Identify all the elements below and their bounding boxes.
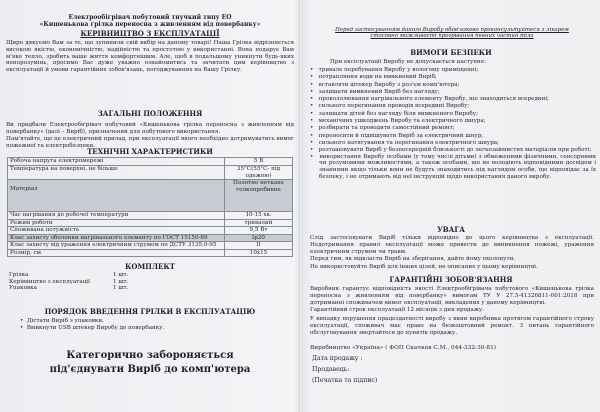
left-page: [4, 0, 296, 412]
list-item: • механічних ушкоджень Виробу та електричного шнура;: [310, 118, 486, 125]
list-item: • прокололювання нагрівального елементу Виробу, що знаходиться всередині;: [310, 96, 549, 103]
title-line-2: «Кишенькова грілка переносна з живленням від повербанку»: [39, 21, 261, 28]
manufacturer-line: Виробництво «Україна» ( ФОП Скачков С.М., 044-332-30-81): [310, 345, 497, 351]
general-heading: ЗАГАЛЬНІ ПОЛОЖЕННЯ: [97, 109, 203, 118]
attention-paragraph-1: Слід застосовувати Виріб тільки відповідно до цього керівництва з експлуатації. Недотримання правил експлуатації може привести до виникнення пожежі, ураження електричним струмом чи травм.: [310, 235, 594, 255]
intro-paragraph: Щиро дякуємо Вам за те, що зупинили свій вибір на даному товарі! Наша Грілка відрізняється високою якістю, економічністю, надійністю та простотою у використанні. Вона подарує Вам м'яке тепло, зробить ваше життя комфортнішим. Але, щоб в подальшому уникнути будь-яких непорозумінь, просимо Вас дуже уважно ознайомитись та зачитати цим керівництво з експлуатації й умови гарантійних зобов'язань, погоджуванних на Вашу Грілку.: [6, 40, 294, 74]
list-item: • залишати дітей без нагляду біля вимкненого Виробу;: [310, 110, 478, 117]
right-page: [306, 0, 596, 412]
seller-label: Продавець:: [312, 366, 350, 373]
table-row: Робоча напруга електромережі 5 В: [8, 158, 293, 166]
table-row: Клас захисту оболонки нагрівального елементу по ГОСТ 15150-69 Ip20: [8, 234, 293, 242]
table-row: Розмір, см 10x15: [8, 249, 293, 257]
warranty-paragraph-3: У випадку порушення працездатності виробу з вини виробника протягом гарантійного строку експлуатації, споживач має право на безкоштовний ремонт. З питань гарантійного обслуговування звертайтеся до пунктів продажу.: [310, 316, 594, 336]
table-row: Режим роботи тривалий: [8, 219, 293, 227]
table-row: Температура на поверхні, не більше 35°С(55°С- під одежою): [8, 166, 293, 180]
warning-line-2: під'єднувати Виріб до комп'ютера: [49, 364, 251, 375]
attention-paragraph-3: Не використовуйте Виріб для інших цілей, не описаних у цьому керівництві.: [310, 264, 538, 270]
safety-heading: ВИМОГИ БЕЗПЕКИ: [410, 48, 492, 57]
list-item: • розбирати та проводити самостійний ремонт;: [310, 125, 455, 132]
warning-line-1: Категорично забороняється: [66, 350, 234, 361]
table-row: Споживана потужність 9,5 Вт: [8, 227, 293, 235]
list-item: • потрапляння води на вмикнений Виріб;: [310, 74, 437, 81]
sale-date-label: Дата продажу :: [312, 355, 363, 362]
list-item: • Вмикнути USB штекер Виробу до повербанку.: [20, 325, 165, 332]
stamp-label: (Печатка та підпис): [312, 377, 378, 384]
list-item: • тривале перебування Виробу у вологому приміщенні;: [310, 67, 479, 73]
table-row: Час нагрівання до робочої температури 10-15 хв.: [8, 212, 293, 220]
tech-heading: ТЕХНІЧНІ ХАРАКТЕРИСТИКИ: [87, 147, 213, 156]
kit-table: [7, 272, 157, 292]
specs-table: [7, 157, 293, 257]
page-fold: [299, 0, 301, 412]
table-row: Керівництво з експлуатації 1 шт.: [9, 278, 129, 285]
general-paragraph-1: Ви придбали Електрообігрівач побутовий «Кишенькова грілка переносна з живленням від повербанку» (далі – Виріб), призначений для побутового використання.: [6, 122, 294, 135]
attention-heading: УВАГА: [437, 225, 465, 234]
safety-list: [310, 67, 596, 180]
warranty-paragraph-1: Виробник гарантує відповідність якості Електрообігрівача побутового «Кишенькова грілка переносна з живленням від повербанку» вимогам ТУ У 27.5-41326811-001:2018 при дотриманні споживачем вимог експлуатації, викладених у даному керівництві.: [310, 286, 594, 306]
list-item: • залишати вимкнений Виріб без нагляду;: [310, 88, 440, 95]
warranty-heading: ГАРАНТІЙНІ ЗОБОВ'ЯЗАННЯ: [389, 275, 513, 284]
safety-intro: При експлуатації Виробу не допускається наступне:: [330, 59, 486, 65]
doctor-note: Перед застосуванням даного Виробу обов'язково проконсультуйтеся з лікарем стосовно можливості прогрівання певних частин тіла: [335, 27, 569, 40]
table-row: Клас захисту від ураження електричним струмом по ДСТУ 3135.0-95 II: [8, 242, 293, 250]
list-item: • сильного натягування та перегинання електричного шнура;: [310, 139, 500, 146]
warranty-paragraph-2: Гарантійний строк експлуатації 12 місяців з дня продажу.: [310, 307, 484, 313]
list-item: • переносити й підвішувати Виріб за електричний шнур;: [310, 132, 484, 139]
list-item: • розташовувати Виріб у безпосередній близькості до легкозаймистих матеріалів при роботі;: [310, 147, 592, 154]
list-item: • використання Виробу особами (у тому числі дітьми) з обмеженими фізичними, сенсорними чи розумовими можливостями, а також особами, що не володіють відповідними досвідом і знаннями якщо тільки вони не будуть знаходитись під наглядом особи, що відповідає за їх безпеку, і не отримають від неї інструкцій щодо використання даного виробу.: [310, 153, 596, 180]
attention-paragraph-2: Перед тим, як відкласти Виріб на зберігання, дайте йому охолонути.: [310, 256, 516, 262]
list-item: • вставляти штекер Виробу з роз'єм комп'ютера;: [310, 81, 460, 88]
table-row: Грілка 1 шт.: [9, 272, 129, 278]
list-item: • сильного перегинання проводів всередині Виробу;: [310, 103, 470, 110]
title-line-1: Електрообігрівач побутовий тнучкий типу ЕО: [68, 14, 232, 21]
kit-heading: КОМПЛЕКТ: [125, 262, 175, 271]
manual-heading: КЕРІВНИЦТВО З ЕКСПЛУАТАЦІЇ: [80, 29, 220, 38]
list-item: • Дістати Виріб з упаковки.: [20, 318, 104, 324]
table-row: Матеріал Полотно нетканє голкопробивне: [8, 180, 293, 212]
general-paragraph-2: Пам'ятайте, що це електричний прилад, при експлуатації якого необхідно дотримуватись вимог пожежної та електробезпеки.: [6, 136, 294, 149]
order-list: [20, 318, 164, 333]
order-heading: ПОРЯДОК ВВЕДЕННЯ ГРІЛКИ В ЕКСПЛУАТАЦІЮ: [44, 307, 256, 316]
table-row: Упаковка 1 шт.: [9, 285, 129, 291]
